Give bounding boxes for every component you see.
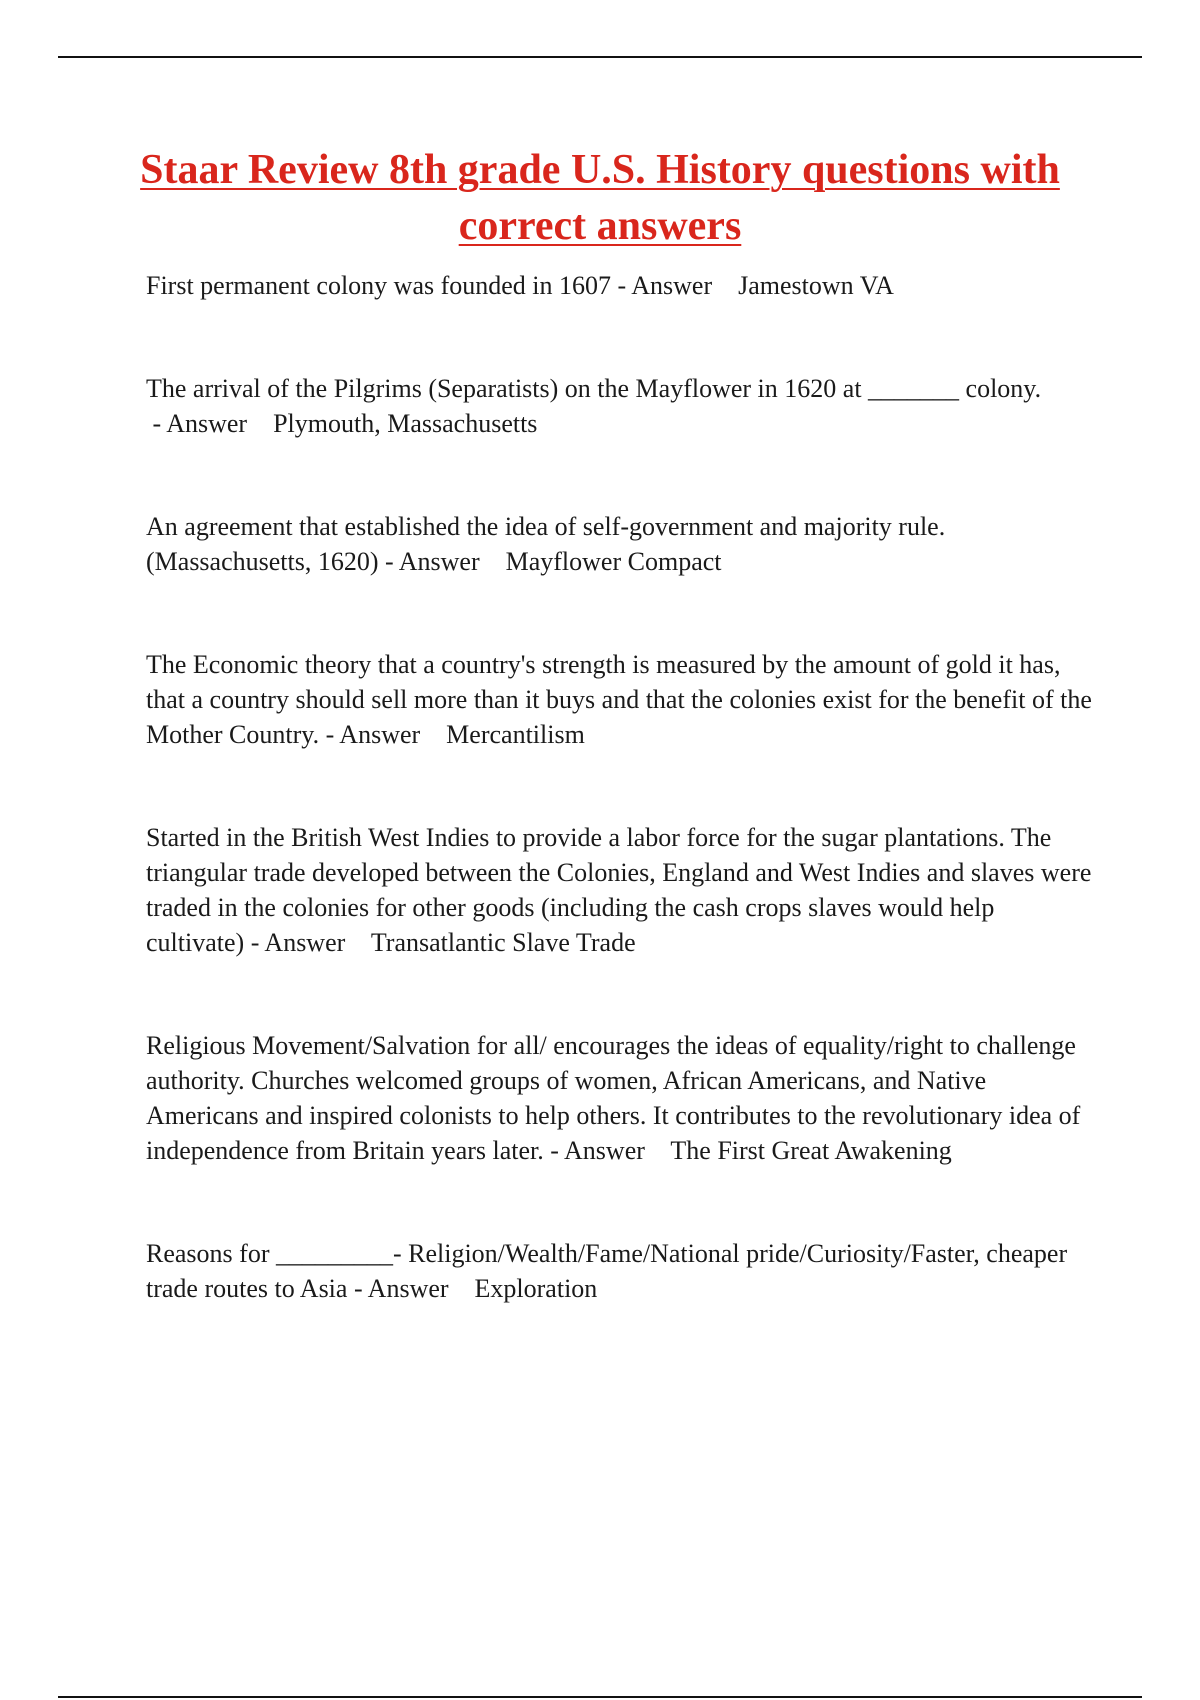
- answer-text: Exploration: [474, 1274, 598, 1303]
- question-text: Reasons for _________- Religion/Wealth/Fame/National pride/Curiosity/Faster, cheaper trade routes to Asia: [146, 1239, 1068, 1303]
- answer-separator: - Answer: [378, 547, 506, 576]
- question-text: Started in the British West Indies to provide a labor force for the sugar plantations. The triangular trade developed between the Colonies, England and West Indies and slaves were traded in the colonies for other goods (including the cash crops slaves would help cultivate): [146, 823, 1092, 957]
- qa-item: [146, 1028, 1096, 1168]
- question-text: First permanent colony was founded in 1607: [146, 271, 612, 300]
- qa-item: [146, 647, 1096, 752]
- answer-separator: - Answer: [244, 928, 371, 957]
- qa-item: [146, 1236, 1096, 1306]
- document-title: Staar Review 8th grade U.S. History questions with correct answers: [140, 147, 1060, 249]
- answer-text: Transatlantic Slave Trade: [370, 928, 636, 957]
- answer-separator: - Answer: [543, 1136, 671, 1165]
- answer-separator: - Answer: [146, 409, 274, 438]
- question-text: The arrival of the Pilgrims (Separatists) on the Mayflower in 1620 at _______ colony.: [146, 374, 1042, 403]
- answer-text: Plymouth, Massachusetts: [273, 409, 538, 438]
- question-text: The Economic theory that a country's strength is measured by the amount of gold it has, that a country should sell more than it buys and that the colonies exist for the benefit of the Mother Country.: [146, 650, 1092, 749]
- qa-list: [146, 268, 1096, 1374]
- question-text: Religious Movement/Salvation for all/ encourages the ideas of equality/right to challenge authority. Churches welcomed groups of women, African Americans, and Native Americans and inspired colonists to help others. It contributes to the revolutionary idea of independence from Britain years later.: [146, 1031, 1081, 1165]
- question-text: An agreement that established the idea of self-government and majority rule. (Massachusetts, 1620): [146, 512, 946, 576]
- answer-separator: - Answer: [611, 271, 739, 300]
- header-rule: [58, 56, 1142, 58]
- qa-item: [146, 509, 1096, 579]
- qa-item: [146, 371, 1096, 441]
- answer-separator: - Answer: [319, 720, 447, 749]
- answer-text: Jamestown VA: [738, 271, 894, 300]
- footer-rule: [58, 1696, 1142, 1698]
- qa-item: [146, 268, 1096, 303]
- answer-text: Mayflower Compact: [505, 547, 722, 576]
- qa-item: [146, 820, 1096, 960]
- answer-text: Mercantilism: [446, 720, 585, 749]
- answer-separator: - Answer: [347, 1274, 475, 1303]
- answer-text: The First Great Awakening: [670, 1136, 952, 1165]
